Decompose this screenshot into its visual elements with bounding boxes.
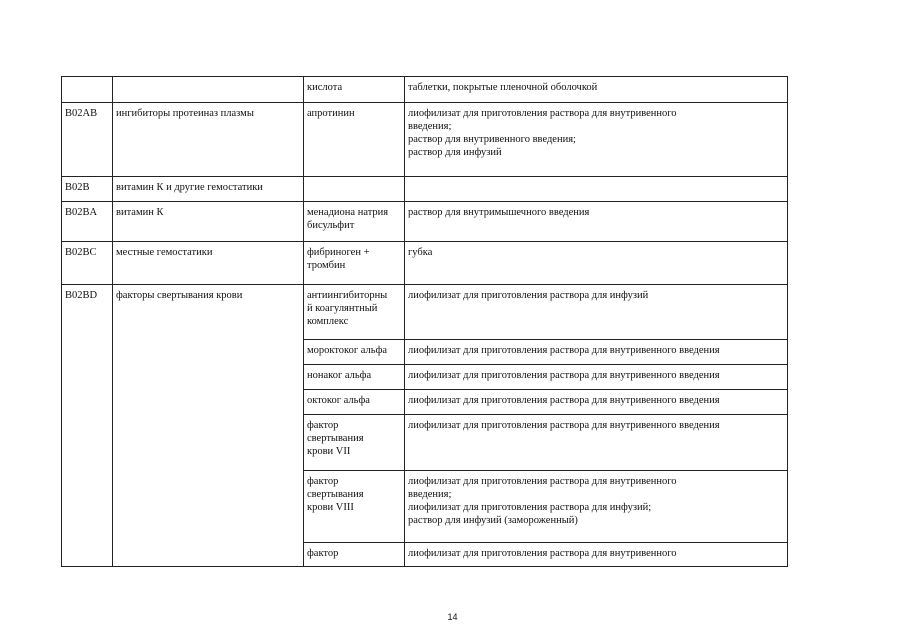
atc-code-cell: B02BC <box>62 242 113 285</box>
substance-cell: менадиона натрия бисульфит <box>304 202 405 242</box>
dosage-form-cell: лиофилизат для приготовления раствора для внутривенного введения; раствор для внутривенного введения; раствор для инфузий <box>405 103 788 177</box>
substance-cell: мороктоког альфа <box>304 340 405 365</box>
group-cell: витамин К <box>113 202 304 242</box>
table-row <box>62 77 788 103</box>
substance-cell: фактор свертывания крови VII <box>304 415 405 471</box>
dosage-form-cell: лиофилизат для приготовления раствора для внутривенного <box>405 543 788 567</box>
group-cell: местные гемостатики <box>113 242 304 285</box>
substance-cell: кислота <box>304 77 405 103</box>
table-row <box>62 242 788 285</box>
table-row <box>62 103 788 177</box>
dosage-form-cell: лиофилизат для приготовления раствора для внутривенного введения <box>405 365 788 390</box>
dosage-form-cell: лиофилизат для приготовления раствора для внутривенного введения <box>405 390 788 415</box>
group-cell: витамин К и другие гемостатики <box>113 177 304 202</box>
atc-code-cell: B02BA <box>62 202 113 242</box>
group-cell: факторы свертывания крови <box>113 285 304 567</box>
dosage-form-cell: губка <box>405 242 788 285</box>
substance-cell: нонаког альфа <box>304 365 405 390</box>
dosage-form-cell: лиофилизат для приготовления раствора для внутривенного введения <box>405 340 788 365</box>
dosage-form-cell <box>405 177 788 202</box>
substance-cell: октоког альфа <box>304 390 405 415</box>
table-row <box>62 177 788 202</box>
atc-code-cell: B02BD <box>62 285 113 567</box>
substance-cell: фактор <box>304 543 405 567</box>
table-row <box>62 285 788 340</box>
atc-code-cell: B02AB <box>62 103 113 177</box>
dosage-form-cell: таблетки, покрытые пленочной оболочкой <box>405 77 788 103</box>
dosage-form-cell: лиофилизат для приготовления раствора для внутривенного введения; лиофилизат для приготовления раствора для инфузий; раствор для инфузий (замороженный) <box>405 471 788 543</box>
drug-table <box>61 76 788 567</box>
dosage-form-cell: лиофилизат для приготовления раствора для инфузий <box>405 285 788 340</box>
table-row <box>62 202 788 242</box>
atc-code-cell: B02B <box>62 177 113 202</box>
substance-cell <box>304 177 405 202</box>
page-number: 14 <box>447 612 458 622</box>
dosage-form-cell: раствор для внутримышечного введения <box>405 202 788 242</box>
substance-cell: антиингибиторны й коагулянтный комплекс <box>304 285 405 340</box>
substance-cell: апротинин <box>304 103 405 177</box>
dosage-form-cell: лиофилизат для приготовления раствора для внутривенного введения <box>405 415 788 471</box>
atc-code-cell <box>62 77 113 103</box>
substance-cell: фибриноген + тромбин <box>304 242 405 285</box>
group-cell: ингибиторы протеиназ плазмы <box>113 103 304 177</box>
substance-cell: фактор свертывания крови VIII <box>304 471 405 543</box>
group-cell <box>113 77 304 103</box>
